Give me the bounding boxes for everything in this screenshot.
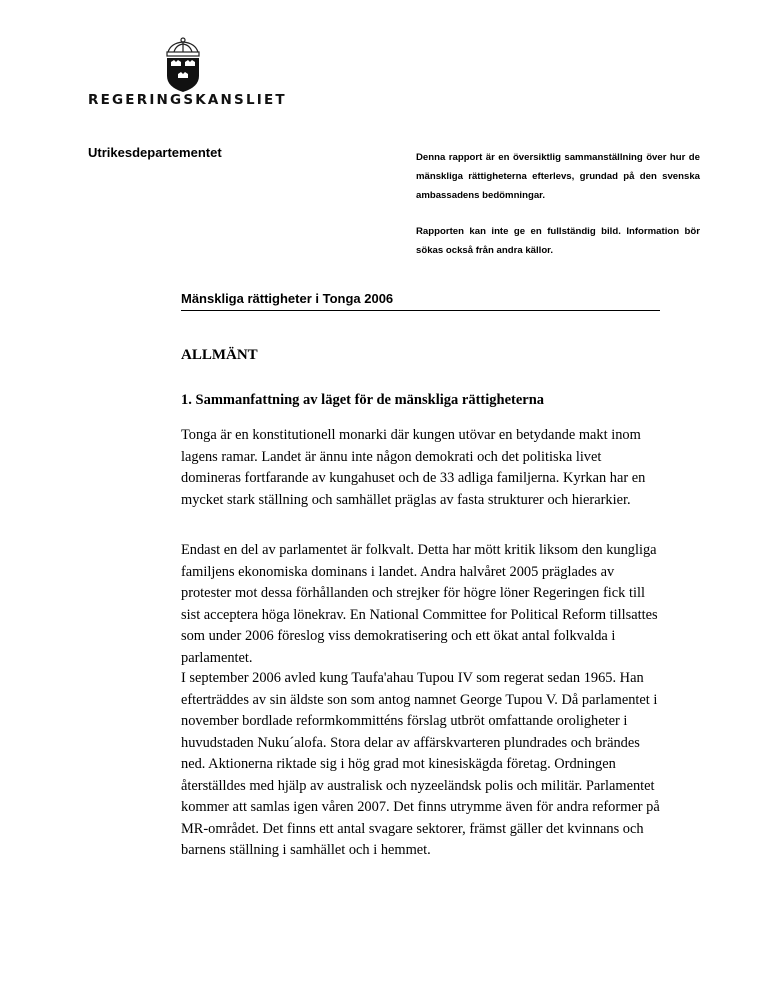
body-paragraph: Tonga är en konstitutionell monarki där kungen utövar en betydande makt inom lagens ramar. Landet är ännu inte någon demokrati och det politiska livet domineras fortfarande av kungahuset och de 33 adliga familjerna. Kyrkan har en mycket stark ställning och samhället präglas av fasta strukturer och hierarkier. xyxy=(181,427,646,508)
regeringskansliet-logo xyxy=(88,36,287,122)
crown-shield-icon xyxy=(88,36,278,92)
department-name: Utrikesdepartementet xyxy=(88,145,222,160)
body-paragraph: I september 2006 avled kung Taufa'ahau Tupou IV som regerat sedan 1965. Han efterträddes av sin äldste son som antog namnet George Tupou V. Då parlamentet i november bordlade reformkommitténs förslag utbröt omfattande oroligheter i huvudstaden Nuku´alofa. Stora delar av affärskvarteren plundrades och brändes ned. Aktionerna riktade sig i hög grad mot kinesiskägda företag. Ordningen återställdes med hjälp av australisk och nyzeeländsk polis och militär. Parlamentet kommer att samlas igen våren 2007. Det finns utrymme även för andra reformer på MR-området. Det finns ett antal svagare sektorer, främst gäller det kvinnans och barnens ställning i samhället och i hemmet. xyxy=(181,670,660,858)
subsection-heading: 1. Sammanfattning av läget för de mänskliga rättigheterna xyxy=(181,392,545,408)
body-paragraph: Endast en del av parlamentet är folkvalt. Detta har mött kritik liksom den kungliga familjens ekonomiska dominans i landet. Andra halvåret 2005 präglades av protester mot dessa förhållanden och strejker för högre löner Regeringen fick till sist acceptera höga lönekrav. En National Committee for Political Reform tillsattes som under 2006 föreslog viss demokratisering och ett ökat antal folkvalda i parlamentet. xyxy=(181,542,658,666)
disclaimer-paragraph: Denna rapport är en översiktlig sammanställning över hur de mänskliga rättigheterna efterlevs, grundad på den svenska ambassadens bedömningar. xyxy=(416,152,700,201)
disclaimer-paragraph: Rapporten kan inte ge en fullständig bild. Information bör sökas också från andra källor. xyxy=(416,226,700,256)
logo-wordmark: REGERINGSKANSLIET xyxy=(88,92,287,108)
section-heading: ALLMÄNT xyxy=(181,347,258,363)
document-title: Mänskliga rättigheter i Tonga 2006 xyxy=(181,291,660,311)
